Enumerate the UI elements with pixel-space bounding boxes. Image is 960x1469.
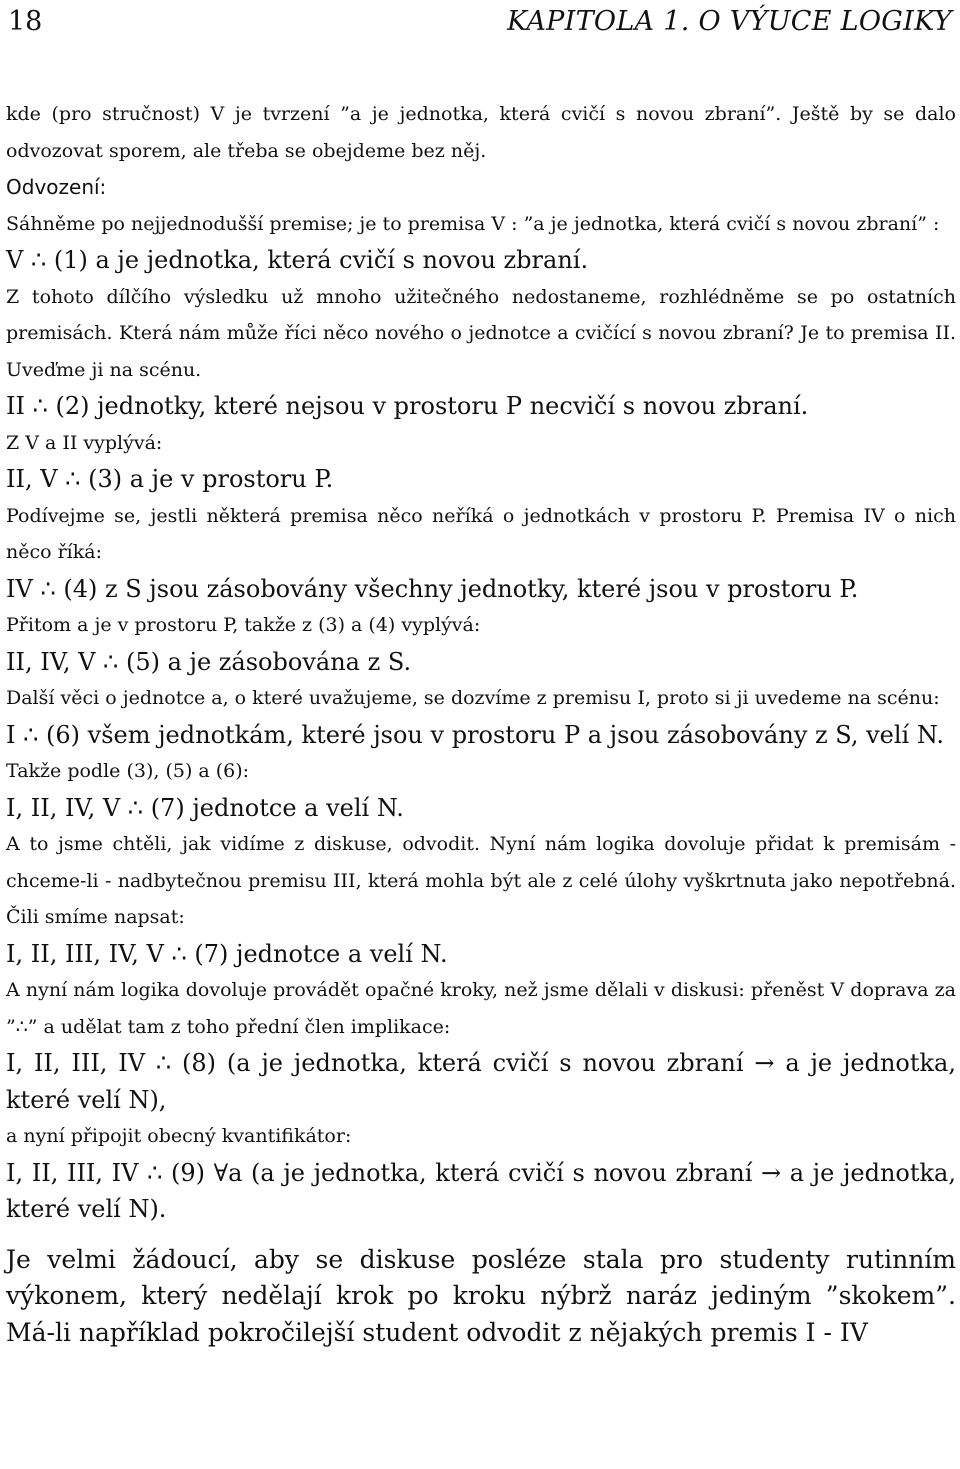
- paragraph-kvantifikator: a nyní připojit obecný kvantifikátor:: [6, 1125, 352, 1147]
- closing-paragraph: Je velmi žádoucí, aby se diskuse posléze stala pro studenty rutinním výkonem, který nedělají krok po kroku nýbrž naráz jediným ”skokem”. Má-li například pokročilejší student odvodit z nějakých premis I - IV: [6, 1244, 956, 1347]
- derivation-step-9: I, II, III, IV ∴ (9) ∀a (a je jednotka, která cvičí s novou zbraní → a je jednotka, které velí N).: [6, 1158, 956, 1223]
- derivation-step-8: I, II, III, IV ∴ (8) (a je jednotka, která cvičí s novou zbraní → a je jednotka, které velí N),: [6, 1049, 956, 1114]
- intro-paragraph: kde (pro stručnost) V je tvrzení ”a je jednotka, která cvičí s novou zbraní”. Ještě by se dalo odvozovat sporem, ale třeba se obejdeme bez něj.: [6, 103, 956, 162]
- derivation-step-4: IV ∴ (4) z S jsou zásobovány všechny jednotky, které jsou v prostoru P.: [6, 574, 859, 603]
- page-body: [6, 96, 956, 1351]
- derivation-step-3: II, V ∴ (3) a je v prostoru P.: [6, 465, 334, 493]
- paragraph-premise-iv: Podívejme se, jestli některá premisa něco neříká o jednotkách v prostoru P. Premisa IV o nich něco říká:: [6, 504, 956, 563]
- derivation-step-6: I ∴ (6) všem jednotkám, které jsou v prostoru P a jsou zásobovány z S, velí N.: [6, 720, 944, 749]
- section-heading-odvozeni: Odvození:: [6, 175, 107, 199]
- paragraph-z-v-a-ii: Z V a II vyplývá:: [6, 431, 163, 454]
- derivation-step-7b: I, II, III, IV, V ∴ (7) jednotce a velí N.: [6, 939, 448, 968]
- running-head: KAPITOLA 1. O VÝUCE LOGIKY: [506, 6, 952, 37]
- derivation-step-2: II ∴ (2) jednotky, které nejsou v prostoru P necvičí s novou zbraní.: [6, 392, 809, 420]
- paragraph-premise-ii: Z tohoto dílčího výsledku už mnoho užitečného nedostaneme, rozhlédněme se po ostatních premisách. Která nám může říci něco nového o jednotce a cvičící s novou zbraní? Je to premisa II. Uveďme ji na scénu.: [6, 285, 956, 381]
- paragraph-opacne-kroky: A nyní nám logika dovoluje provádět opačné kroky, než jsme dělali v diskusi: přeněst V doprava za ”∴” a udělat tam z toho přední člen implikace:: [6, 979, 956, 1038]
- paragraph-premise-iii: A to jsme chtěli, jak vidíme z diskuse, odvodit. Nyní nám logika dovoluje přidat k premisám - chceme-li - nadbytečnou premisu III, která mohla být ale z celé úlohy vyškrtnuta jako nepotřebná. Čili smíme napsat:: [6, 833, 956, 928]
- derivation-step-7: I, II, IV, V ∴ (7) jednotce a velí N.: [6, 793, 404, 822]
- paragraph-takze-podle: Takže podle (3), (5) a (6):: [6, 760, 250, 782]
- paragraph-premise-i: Další věci o jednotce a, o které uvažujeme, se dozvíme z premisu I, proto si ji uvedeme na scénu:: [6, 687, 940, 709]
- derivation-step-5: II, IV, V ∴ (5) a je zásobována z S.: [6, 647, 412, 676]
- page-header: [8, 4, 952, 40]
- paragraph-premise-v: Sáhněme po nejjednodušší premise; je to premisa V : ”a je jednotka, která cvičí s novou zbraní” :: [6, 212, 940, 235]
- page-number: 18: [8, 6, 43, 37]
- paragraph-pritom: Přitom a je v prostoru P, takže z (3) a (4) vyplývá:: [6, 614, 481, 636]
- derivation-step-1: V ∴ (1) a je jednotka, která cvičí s novou zbraní.: [6, 246, 589, 274]
